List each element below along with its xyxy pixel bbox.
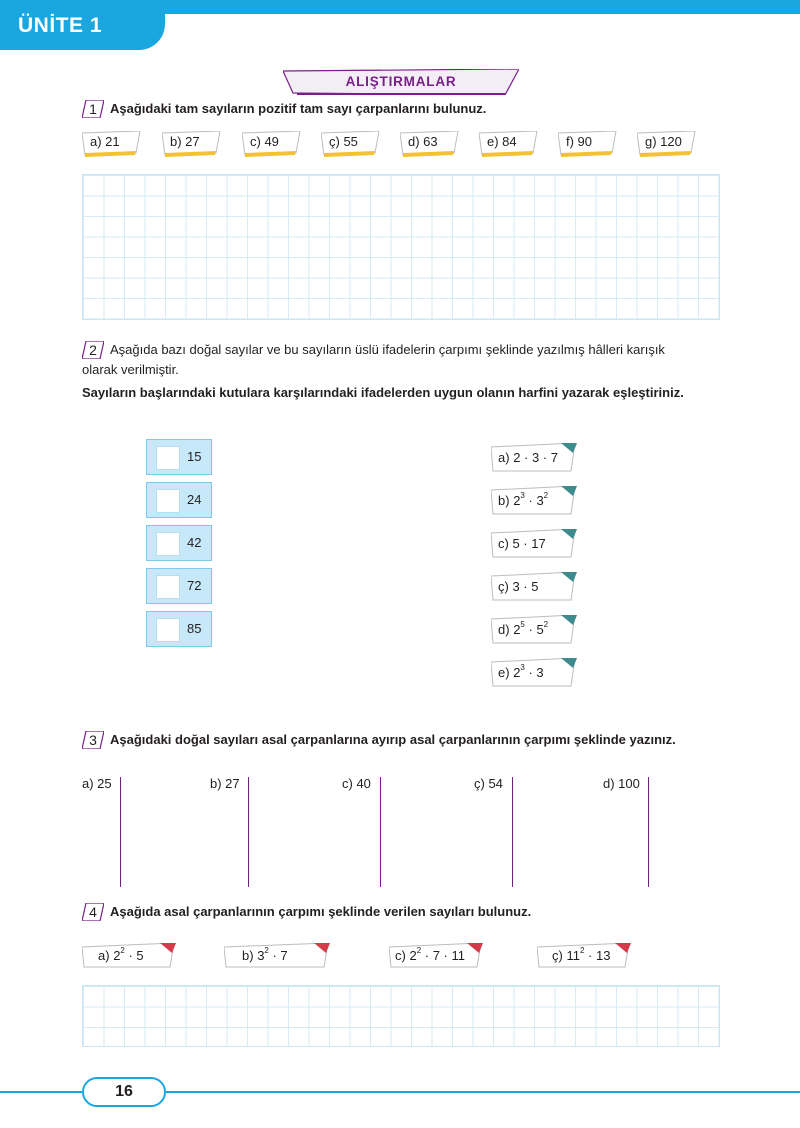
option-label bbox=[498, 536, 546, 551]
base: 5 bbox=[536, 622, 544, 637]
number-label: 42 bbox=[187, 535, 202, 550]
number-box bbox=[146, 525, 212, 561]
item-chip bbox=[558, 131, 618, 153]
item-label: e) 84 bbox=[487, 134, 517, 149]
question-text: Aşağıdaki tam sayıların pozitif tam sayı çarpanlarını bulunuz. bbox=[110, 101, 487, 116]
item-label bbox=[242, 948, 288, 963]
number-label: 85 bbox=[187, 621, 202, 636]
number-box bbox=[146, 439, 212, 475]
number-box bbox=[146, 568, 212, 604]
number-label: ç) 54 bbox=[474, 776, 503, 791]
question-instruction: Sayıların başlarındaki kutulara karşılarındaki ifadelerden uygun olanın harfini yazarak eşleştiriniz. bbox=[82, 385, 684, 400]
item-chip bbox=[242, 131, 302, 153]
separator: · bbox=[524, 493, 537, 508]
item-letter: ç) bbox=[552, 948, 563, 963]
tail: · 3 bbox=[524, 665, 544, 680]
item-label: ç) 55 bbox=[329, 134, 358, 149]
base: 2 bbox=[113, 948, 121, 963]
base: 11 bbox=[566, 948, 580, 963]
tail: · 13 bbox=[584, 948, 611, 963]
section-title: ALIŞTIRMALAR bbox=[345, 74, 457, 89]
exponent: 3 bbox=[520, 663, 525, 672]
item-chip bbox=[637, 131, 697, 153]
number-box bbox=[146, 611, 212, 647]
option-expression: 3 · 5 bbox=[512, 579, 539, 594]
option-label bbox=[498, 493, 548, 508]
question-text: Aşağıda bazı doğal sayılar ve bu sayıların üslü ifadelerin çarpımı şeklinde yazılmış hâlleri karışık bbox=[110, 342, 665, 357]
exponent: 2 bbox=[579, 946, 585, 955]
item-chip bbox=[400, 131, 460, 153]
number-label: 15 bbox=[187, 449, 202, 464]
base: 2 bbox=[513, 665, 521, 680]
item-letter: b) bbox=[242, 948, 254, 963]
base: 2 bbox=[513, 622, 521, 637]
factor-line[interactable] bbox=[120, 777, 121, 887]
question-text-cont: olarak verilmiştir. bbox=[82, 362, 179, 377]
expression-option bbox=[491, 443, 577, 473]
factor-line[interactable] bbox=[248, 777, 249, 887]
option-letter: d) bbox=[498, 622, 510, 637]
option-letter: e) bbox=[498, 665, 510, 680]
option-expression: 5 · 17 bbox=[512, 536, 546, 551]
base: 2 bbox=[513, 493, 521, 508]
expression-option bbox=[491, 529, 577, 559]
item-chip bbox=[82, 943, 176, 969]
option-letter: ç) bbox=[498, 579, 509, 594]
number-label: d) 100 bbox=[603, 776, 640, 791]
item-letter: a) bbox=[98, 948, 110, 963]
number-label: 72 bbox=[187, 578, 202, 593]
item-label bbox=[552, 948, 610, 963]
exponent: 2 bbox=[543, 620, 549, 629]
answer-grid-1[interactable] bbox=[82, 174, 720, 320]
item-label bbox=[395, 948, 465, 963]
exponent: 2 bbox=[543, 491, 549, 500]
tail: · 7 · 11 bbox=[421, 948, 465, 963]
question-text: Aşağıda asal çarpanlarının çarpımı şeklinde verilen sayıları bulunuz. bbox=[110, 904, 532, 919]
answer-grid-4[interactable] bbox=[82, 985, 720, 1047]
item-label bbox=[98, 948, 144, 963]
expression-option bbox=[491, 486, 577, 516]
factor-line[interactable] bbox=[648, 777, 649, 887]
option-letter: b) bbox=[498, 493, 510, 508]
exponent: 3 bbox=[520, 491, 525, 500]
number-label: 24 bbox=[187, 492, 202, 507]
exponent: 2 bbox=[416, 946, 422, 955]
item-label: f) 90 bbox=[566, 134, 593, 149]
exponent: 2 bbox=[264, 946, 269, 955]
item-chip bbox=[389, 943, 483, 969]
question-number: 4 bbox=[89, 904, 97, 920]
expression-option bbox=[491, 615, 577, 645]
question-number: 3 bbox=[89, 732, 97, 748]
number-label: c) 40 bbox=[342, 776, 371, 791]
answer-box[interactable] bbox=[156, 446, 180, 470]
answer-box[interactable] bbox=[156, 489, 180, 513]
option-label bbox=[498, 450, 558, 465]
item-label: c) 49 bbox=[250, 134, 279, 149]
number-label: a) 25 bbox=[82, 776, 112, 791]
item-chip bbox=[162, 131, 222, 153]
header-strip bbox=[150, 0, 800, 14]
item-label: d) 63 bbox=[408, 134, 438, 149]
tail: · 5 bbox=[124, 948, 144, 963]
answer-box[interactable] bbox=[156, 575, 180, 599]
question-number: 2 bbox=[89, 342, 97, 358]
answer-box[interactable] bbox=[156, 618, 180, 642]
base: 3 bbox=[536, 493, 544, 508]
factor-line[interactable] bbox=[512, 777, 513, 887]
option-letter: a) bbox=[498, 450, 510, 465]
question-text: Aşağıdaki doğal sayıları asal çarpanlarına ayırıp asal çarpanlarının çarpımı şeklinde yazınız. bbox=[110, 732, 676, 747]
exponent: 2 bbox=[120, 946, 125, 955]
item-label: b) 27 bbox=[170, 134, 200, 149]
number-label: b) 27 bbox=[210, 776, 240, 791]
unit-title: ÜNİTE 1 bbox=[18, 14, 103, 37]
option-letter: c) bbox=[498, 536, 509, 551]
item-label: g) 120 bbox=[645, 134, 682, 149]
item-label: a) 21 bbox=[90, 134, 120, 149]
base: 2 bbox=[409, 948, 417, 963]
exponent: 5 bbox=[520, 620, 525, 629]
expression-option bbox=[491, 572, 577, 602]
option-label bbox=[498, 622, 548, 637]
item-chip bbox=[82, 131, 142, 153]
option-label bbox=[498, 579, 538, 594]
separator: · bbox=[524, 622, 537, 637]
option-label bbox=[498, 665, 544, 680]
expression-option bbox=[491, 658, 577, 688]
answer-box[interactable] bbox=[156, 532, 180, 556]
base: 3 bbox=[257, 948, 265, 963]
item-chip bbox=[224, 943, 330, 969]
tail: · 7 bbox=[268, 948, 288, 963]
option-expression: 2 · 3 · 7 bbox=[513, 450, 558, 465]
item-letter: c) bbox=[395, 948, 406, 963]
item-chip bbox=[479, 131, 539, 153]
factor-line[interactable] bbox=[380, 777, 381, 887]
question-number: 1 bbox=[89, 101, 97, 117]
number-box bbox=[146, 482, 212, 518]
page-number: 16 bbox=[115, 1083, 133, 1100]
item-chip bbox=[321, 131, 381, 153]
item-chip bbox=[537, 943, 631, 969]
